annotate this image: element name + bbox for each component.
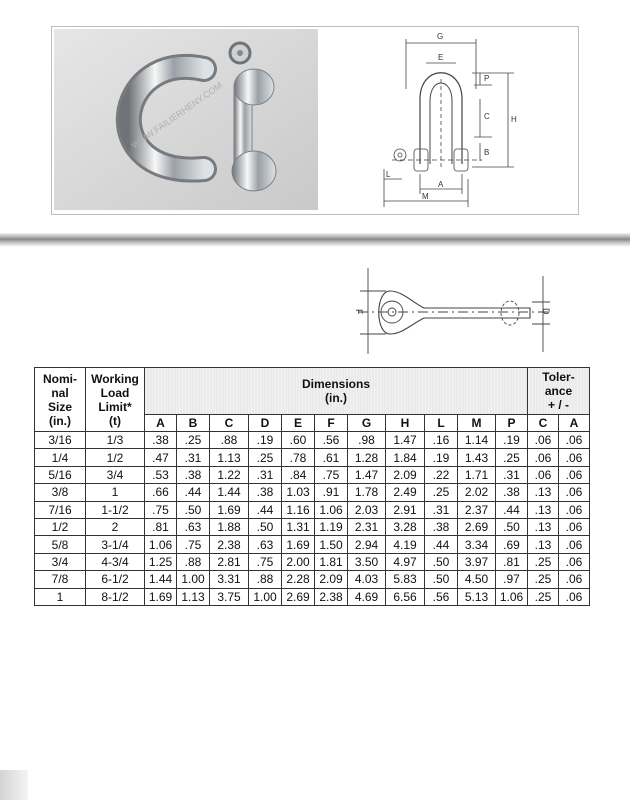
table-cell: .06 [528,466,559,483]
table-cell: .66 [145,484,177,501]
table-cell: 8-1/2 [86,588,145,605]
table-cell: .19 [249,432,282,449]
table-cell: 1.22 [210,466,249,483]
shackle-photo [54,29,318,210]
tol-col-c: C [528,415,559,432]
label-d: D [541,308,551,315]
table-row [35,449,590,466]
table-cell: .84 [282,466,315,483]
table-cell: 2.49 [386,484,425,501]
table-cell: 1.44 [210,484,249,501]
table-row [35,484,590,501]
table-cell: .06 [559,449,590,466]
dim-col-d: D [249,415,282,432]
pin-drawing [350,266,560,358]
table-cell: .88 [177,553,210,570]
table-cell: .50 [249,518,282,535]
table-cell: 3/4 [35,553,86,570]
table-cell: 1.00 [249,588,282,605]
table-cell: .38 [425,518,458,535]
label-g: G [437,32,444,41]
table-cell: 3/8 [35,484,86,501]
header-working-load: Working Load Limit* (t) [86,368,145,432]
table-cell: .97 [496,571,528,588]
dim-col-h: H [386,415,425,432]
table-row [35,588,590,605]
table-cell: .50 [425,553,458,570]
table-cell: 3.50 [348,553,386,570]
table-row [35,466,590,483]
table-cell: 2.69 [458,518,496,535]
table-row [35,518,590,535]
dim-col-p: P [496,415,528,432]
dim-col-f: F [315,415,348,432]
table-cell: .06 [559,501,590,518]
dim-col-c: C [210,415,249,432]
table-cell: .31 [496,466,528,483]
table-cell: 1.43 [458,449,496,466]
shackle-image [54,29,318,210]
table-cell: .06 [559,571,590,588]
table-cell: 1.06 [496,588,528,605]
table-cell: 1.69 [282,536,315,553]
pin-dimension-diagram [350,266,560,358]
label-p: P [484,74,490,83]
table-cell: 1.14 [458,432,496,449]
table-cell: 3/16 [35,432,86,449]
table-cell: .38 [145,432,177,449]
table-cell: 1.19 [315,518,348,535]
table-cell: .75 [315,466,348,483]
dim-col-m: M [458,415,496,432]
table-cell: .22 [425,466,458,483]
table-row [35,501,590,518]
label-e: E [438,53,444,62]
table-cell: .44 [425,536,458,553]
table-cell: .53 [145,466,177,483]
watermark-text: WWW.FAILIERHENY.COM [129,80,224,151]
table-cell: 6-1/2 [86,571,145,588]
table-cell: .25 [528,588,559,605]
table-cell: .06 [559,536,590,553]
table-cell: 1.84 [386,449,425,466]
table-cell: 1/4 [35,449,86,466]
table-cell: 1.44 [145,571,177,588]
shackle-spec-table [34,367,590,606]
dimension-drawing [322,29,574,210]
dim-col-a: A [145,415,177,432]
table-cell: .75 [249,553,282,570]
table-cell: .44 [177,484,210,501]
table-cell: 1 [35,588,86,605]
table-cell: .31 [425,501,458,518]
table-cell: 3.31 [210,571,249,588]
table-cell: 2 [86,518,145,535]
table-cell: .25 [425,484,458,501]
table-cell: .50 [425,571,458,588]
table-cell: .78 [282,449,315,466]
table-cell: .06 [559,518,590,535]
table-cell: 2.91 [386,501,425,518]
table-cell: .61 [315,449,348,466]
table-cell: .56 [425,588,458,605]
table-cell: .19 [496,432,528,449]
table-cell: .13 [528,536,559,553]
table-cell: 4.03 [348,571,386,588]
table-cell: 1.88 [210,518,249,535]
table-cell: .25 [249,449,282,466]
table-cell: .47 [145,449,177,466]
table-cell: 1.16 [282,501,315,518]
table-cell: 2.94 [348,536,386,553]
table-cell: 6.56 [386,588,425,605]
table-cell: .06 [528,432,559,449]
table-cell: 2.28 [282,571,315,588]
table-cell: .38 [249,484,282,501]
table-cell: 2.69 [282,588,315,605]
table-cell: .31 [177,449,210,466]
table-cell: .13 [528,484,559,501]
table-cell: 2.03 [348,501,386,518]
table-cell: .16 [425,432,458,449]
table-cell: .44 [249,501,282,518]
table-cell: 1-1/2 [86,501,145,518]
table-cell: 2.38 [210,536,249,553]
table-cell: .81 [496,553,528,570]
label-m: M [422,192,429,201]
table-cell: .31 [249,466,282,483]
table-cell: 1/3 [86,432,145,449]
table-cell: 5/8 [35,536,86,553]
dim-col-l: L [425,415,458,432]
table-row [35,536,590,553]
table-cell: 3.97 [458,553,496,570]
table-row [35,432,590,449]
table-cell: .56 [315,432,348,449]
table-cell: 4.97 [386,553,425,570]
table-cell: .38 [177,466,210,483]
table-cell: 4-3/4 [86,553,145,570]
table-cell: 2.81 [210,553,249,570]
table-cell: 4.50 [458,571,496,588]
table-cell: .81 [145,518,177,535]
table-row [35,571,590,588]
table-cell: .60 [282,432,315,449]
table-cell: .75 [177,536,210,553]
table-row [35,553,590,570]
table-cell: .06 [559,432,590,449]
table-cell: .25 [528,571,559,588]
table-cell: .50 [496,518,528,535]
table-cell: .06 [528,449,559,466]
table-cell: .25 [496,449,528,466]
table-cell: .25 [528,553,559,570]
table-cell: .44 [496,501,528,518]
table-cell: 1.47 [348,466,386,483]
table-cell: .06 [559,466,590,483]
spec-table-body [35,432,590,606]
table-cell: 2.09 [315,571,348,588]
table-cell: 1.13 [210,449,249,466]
table-cell: 1.69 [145,588,177,605]
section-divider [0,233,630,247]
label-a: A [438,180,444,189]
table-cell: 5.83 [386,571,425,588]
label-b: B [484,148,490,157]
table-cell: .25 [177,432,210,449]
table-cell: .63 [249,536,282,553]
table-cell: .91 [315,484,348,501]
tol-col-a: A [559,415,590,432]
table-cell: 5/16 [35,466,86,483]
label-f: F [354,309,364,315]
table-cell: 1.06 [145,536,177,553]
table-cell: .69 [496,536,528,553]
header-tolerance: Toler- ance + / - [528,368,590,415]
table-cell: 3/4 [86,466,145,483]
dim-col-b: B [177,415,210,432]
table-cell: 1.03 [282,484,315,501]
table-cell: 1/2 [86,449,145,466]
table-cell: .50 [177,501,210,518]
table-cell: 1.00 [177,571,210,588]
table-cell: 1.78 [348,484,386,501]
label-c: C [484,112,490,121]
table-cell: .06 [559,553,590,570]
table-cell: .19 [425,449,458,466]
table-cell: 3.75 [210,588,249,605]
table-cell: .38 [496,484,528,501]
table-cell: 1.06 [315,501,348,518]
table-cell: 1.47 [386,432,425,449]
table-cell: 2.09 [386,466,425,483]
table-cell: 1.71 [458,466,496,483]
table-cell: 3-1/4 [86,536,145,553]
product-figure-panel [51,26,579,215]
dim-col-g: G [348,415,386,432]
table-cell: 5.13 [458,588,496,605]
header-nominal-size: Nomi- nal Size (in.) [35,368,86,432]
table-cell: 1.31 [282,518,315,535]
table-cell: 3.34 [458,536,496,553]
table-cell: .63 [177,518,210,535]
dim-col-e: E [282,415,315,432]
table-cell: 2.31 [348,518,386,535]
table-cell: .88 [249,571,282,588]
table-cell: 3.28 [386,518,425,535]
table-cell: 1/2 [35,518,86,535]
table-cell: 7/8 [35,571,86,588]
label-l: L [386,170,391,179]
table-cell: 2.37 [458,501,496,518]
corner-shade [0,770,28,800]
table-cell: 4.69 [348,588,386,605]
table-cell: 1 [86,484,145,501]
table-cell: .13 [528,501,559,518]
table-cell: 4.19 [386,536,425,553]
table-cell: 1.25 [145,553,177,570]
table-cell: 1.81 [315,553,348,570]
table-cell: 2.00 [282,553,315,570]
table-cell: 2.38 [315,588,348,605]
label-h: H [511,115,517,124]
table-cell: 2.02 [458,484,496,501]
table-cell: .06 [559,484,590,501]
table-cell: .75 [145,501,177,518]
table-cell: .98 [348,432,386,449]
table-cell: 1.69 [210,501,249,518]
table-cell: 1.13 [177,588,210,605]
table-cell: .06 [559,588,590,605]
table-cell: 1.28 [348,449,386,466]
table-cell: .88 [210,432,249,449]
table-cell: .13 [528,518,559,535]
header-dimensions: Dimensions (in.) [145,368,528,415]
shackle-dimension-diagram [322,29,574,210]
table-cell: 7/16 [35,501,86,518]
table-cell: 1.50 [315,536,348,553]
